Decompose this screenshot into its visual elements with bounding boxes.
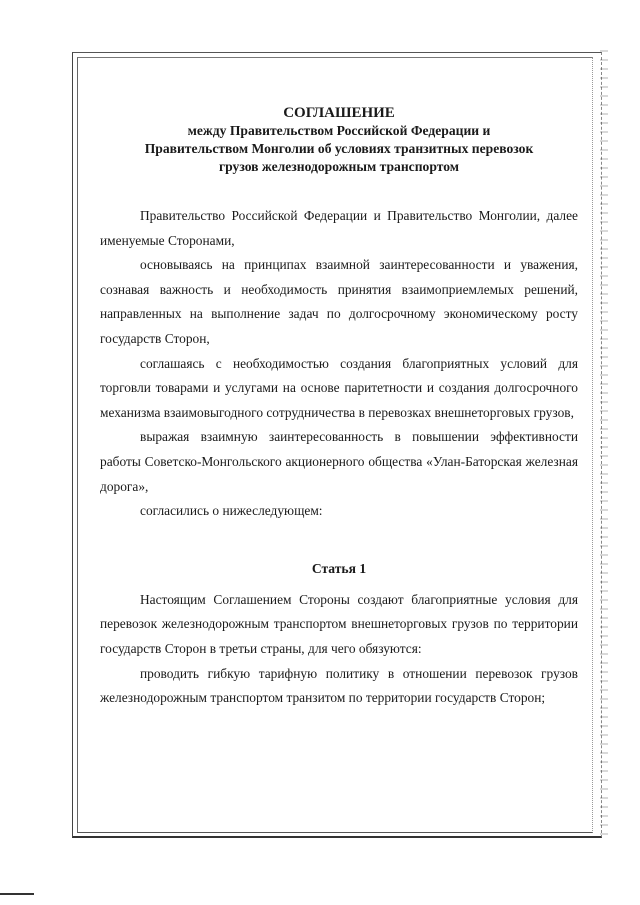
preamble-parties: Правительство Российской Федерации и Правительство Монголии, далее именуемые Сторонами, (100, 208, 578, 248)
article-1-heading: Статья 1 (311, 560, 367, 576)
preamble-conditions: соглашаясь с необходимостью создания благоприятных условий для торговли товарами и услугами на основе паритетности и создания долгосрочного механизма взаимовыгодного сотрудничества в перевозках внешнеторговых грузов, (100, 355, 578, 420)
document-header (100, 104, 578, 176)
document-title: СОГЛАШЕНИЕ (283, 105, 395, 121)
article-1-paragraph: Настоящим Соглашением Стороны создают благоприятные условия для перевозок железнодорожным транспортом внешнеторговых грузов по территории государств Сторон в третьи страны, для чего обязуются: (100, 591, 578, 656)
document-subtitle-line-1: между Правительством Российской Федерации и (187, 123, 491, 138)
preamble-agreed: согласились о нижеследующем: (140, 503, 323, 519)
preamble-principles: основываясь на принципах взаимной заинтересованности и уважения, сознавая важность и необходимость принятия взаимоприемлемых решений, направленных на выполнение задач по долгосрочному экономическому росту государств Сторон, (100, 257, 578, 346)
scan-bottom-mark (0, 893, 34, 895)
document-body (100, 104, 578, 711)
document-subtitle-line-3: грузов железнодорожным транспортом (218, 159, 460, 174)
document-subtitle-line-2: Правительством Монголии об условиях транзитных перевозок (144, 141, 534, 156)
article-1-paragraph: проводить гибкую тарифную политику в отношении перевозок грузов железнодорожным транспортом транзитом по территории государств Сторон; (100, 665, 578, 706)
preamble-efficiency: выражая взаимную заинтересованность в повышении эффективности работы Советско-Монгольского акционерного общества «Улан-Баторская железная дорога», (100, 429, 578, 494)
scan-edge-artifact (600, 50, 608, 840)
